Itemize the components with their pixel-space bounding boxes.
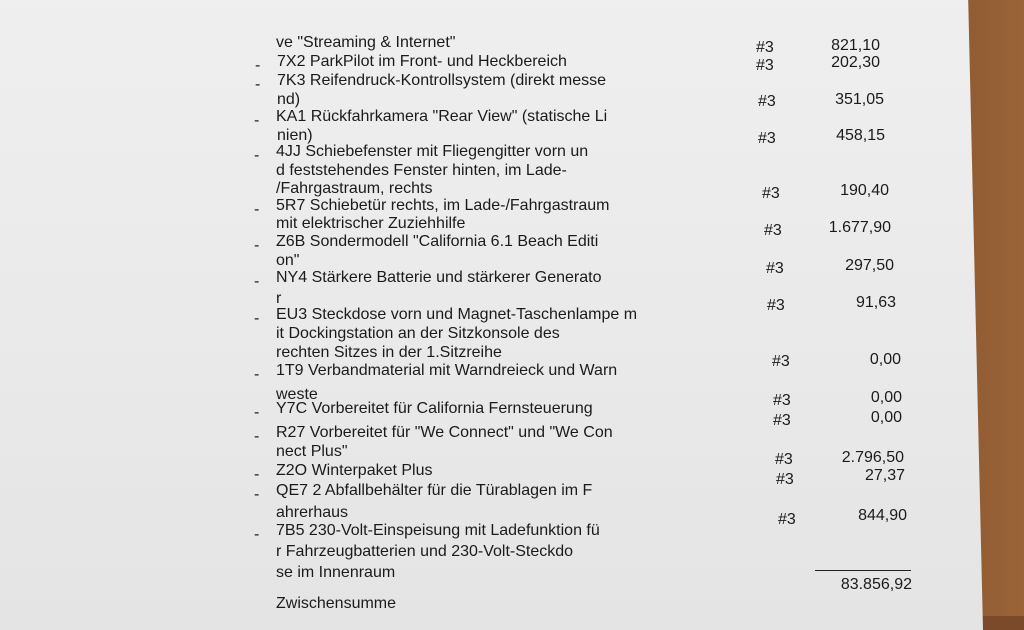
- bullet-dash: -: [254, 147, 259, 165]
- item-amount: 190,40: [779, 182, 889, 200]
- item-text-line: d feststehendes Fenster hinten, im Lade-: [276, 162, 567, 180]
- tax-code: #3: [762, 185, 780, 203]
- tax-code: #3: [778, 511, 796, 529]
- subtotal-rule: [815, 570, 911, 571]
- item-amount: 0,00: [792, 409, 902, 427]
- item-text-line: QE7 2 Abfallbehälter für die Türablagen im F: [276, 482, 592, 500]
- bullet-dash: -: [254, 486, 259, 504]
- item-text-line: R27 Vorbereitet für "We Connect" und "We Con: [276, 424, 613, 442]
- bullet-dash: -: [254, 466, 259, 484]
- item-text-line: Z6B Sondermodell "California 6.1 Beach Editi: [276, 233, 598, 251]
- item-text-line: nect Plus": [276, 443, 348, 461]
- item-text-line: weste: [276, 386, 318, 404]
- item-amount: 0,00: [791, 351, 901, 369]
- bullet-dash: -: [254, 366, 259, 384]
- item-text-line: 7K3 Reifendruck-Kontrollsystem (direkt messe: [277, 72, 606, 90]
- item-amount: 821,10: [770, 37, 880, 55]
- tax-code: #3: [767, 297, 785, 315]
- tax-code: #3: [775, 451, 793, 469]
- tax-code: #3: [758, 93, 776, 111]
- item-amount: 1.677,90: [781, 219, 891, 237]
- bullet-dash: -: [254, 201, 259, 219]
- tax-code: #3: [756, 57, 774, 75]
- item-text-line: r Fahrzeugbatterien und 230-Volt-Steckdo: [276, 543, 573, 561]
- item-text-line: Y7C Vorbereitet für California Fernsteuerung: [276, 400, 593, 418]
- bullet-dash: -: [254, 428, 259, 446]
- tax-code: #3: [766, 260, 784, 278]
- item-text-line: KA1 Rückfahrkamera "Rear View" (statische Li: [276, 108, 607, 126]
- tax-code: #3: [772, 353, 790, 371]
- item-amount: 0,00: [792, 389, 902, 407]
- item-text-line: NY4 Stärkere Batterie und stärkerer Generato: [276, 269, 602, 287]
- bullet-dash: -: [254, 112, 259, 130]
- item-text-line: se im Innenraum: [276, 564, 395, 582]
- item-text-line: /Fahrgastraum, rechts: [276, 180, 433, 198]
- tax-code: #3: [773, 392, 791, 410]
- item-text-line: ve "Streaming & Internet": [276, 34, 455, 52]
- tax-code: #3: [773, 412, 791, 430]
- item-amount: 202,30: [770, 54, 880, 72]
- item-amount: 844,90: [797, 507, 907, 525]
- subtotal-amount: 83.856,92: [802, 576, 912, 594]
- item-text-line: mit elektrischer Zuziehhilfe: [276, 215, 465, 233]
- item-text-line: EU3 Steckdose vorn und Magnet-Taschenlampe m: [276, 306, 637, 324]
- item-text-line: rechten Sitzes in der 1.Sitzreihe: [276, 344, 502, 362]
- item-amount: 91,63: [786, 294, 896, 312]
- tax-code: #3: [776, 471, 794, 489]
- item-text-line: 7B5 230-Volt-Einspeisung mit Ladefunktion fü: [276, 522, 600, 540]
- item-text-line: r: [276, 290, 281, 308]
- item-amount: 2.796,50: [794, 449, 904, 467]
- tax-code: #3: [756, 39, 774, 57]
- item-text-line: 4JJ Schiebefenster mit Fliegengitter vorn un: [276, 143, 588, 161]
- item-text-line: nd): [277, 91, 300, 109]
- item-text-line: Zwischensumme: [276, 595, 396, 613]
- item-text-line: on": [276, 252, 299, 270]
- bullet-dash: -: [255, 76, 260, 94]
- item-text-line: ahrerhaus: [276, 504, 348, 522]
- item-text-line: 5R7 Schiebetür rechts, im Lade-/Fahrgastraum: [276, 197, 609, 215]
- bullet-dash: -: [254, 526, 259, 544]
- item-text-line: it Dockingstation an der Sitzkonsole des: [276, 325, 560, 343]
- item-amount: 458,15: [775, 127, 885, 145]
- bullet-dash: -: [254, 404, 259, 422]
- bullet-dash: -: [255, 57, 260, 75]
- tax-code: #3: [764, 222, 782, 240]
- item-amount: 27,37: [795, 467, 905, 485]
- tax-code: #3: [758, 130, 776, 148]
- item-amount: 351,05: [774, 91, 884, 109]
- item-text-line: Z2O Winterpaket Plus: [276, 462, 433, 480]
- item-text-line: 7X2 ParkPilot im Front- und Heckbereich: [277, 53, 567, 71]
- item-text-line: nien): [277, 127, 313, 145]
- bullet-dash: -: [254, 310, 259, 328]
- bullet-dash: -: [254, 273, 259, 291]
- item-text-line: 1T9 Verbandmaterial mit Warndreieck und Warn: [276, 362, 617, 380]
- item-amount: 297,50: [784, 257, 894, 275]
- bullet-dash: -: [254, 237, 259, 255]
